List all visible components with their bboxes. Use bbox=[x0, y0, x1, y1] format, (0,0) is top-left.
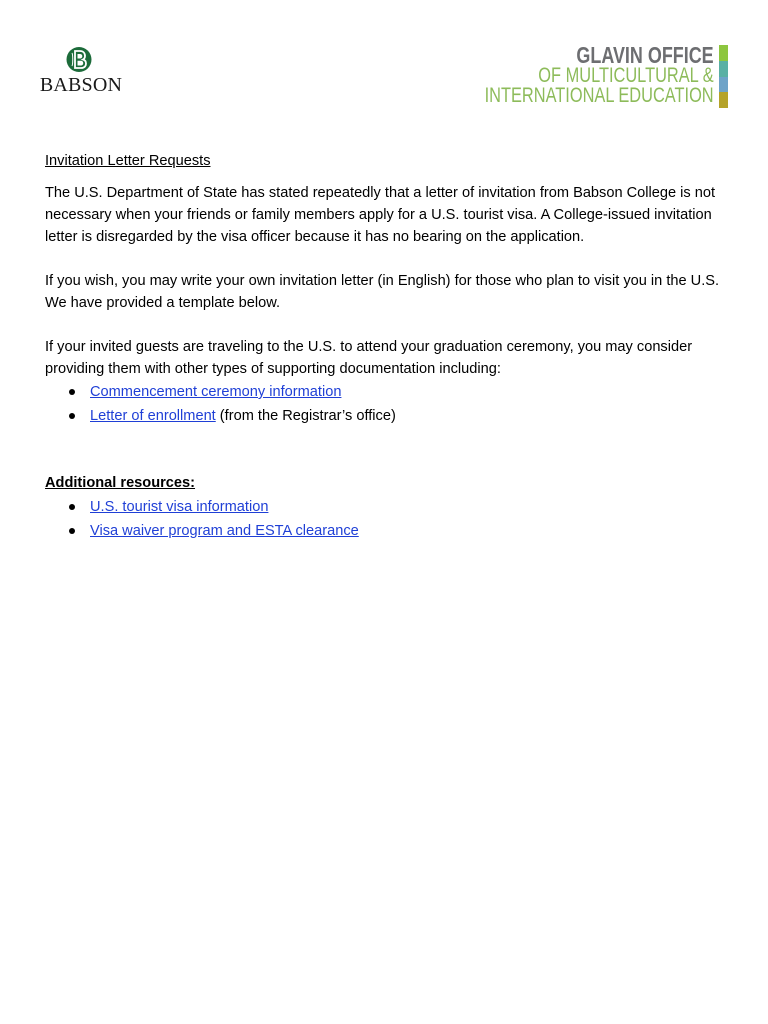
glavin-color-bars bbox=[719, 45, 728, 108]
additional-resources-heading: Additional resources: bbox=[45, 475, 196, 491]
bullet-icon bbox=[69, 413, 75, 419]
color-bar-blue bbox=[719, 77, 728, 93]
paragraph-state-department: The U.S. Department of State has stated repeatedly that a letter of invitation from Babson College is not necessary when your friends or family members apply for a U.S. tourist visa. A College-issued invitation letter is disregarded by the visa officer because it has no bearing on the application. bbox=[45, 185, 716, 245]
glavin-line-international: INTERNATIONAL EDUCATION bbox=[484, 84, 714, 107]
bullet-icon bbox=[69, 528, 75, 534]
glavin-line-multicultural: OF MULTICULTURAL & bbox=[538, 64, 714, 87]
list-item bbox=[45, 380, 735, 404]
bullet-icon bbox=[69, 504, 75, 510]
color-bar-green bbox=[719, 45, 728, 61]
list-item bbox=[45, 495, 735, 519]
glavin-logo-text bbox=[485, 44, 714, 106]
color-bar-olive bbox=[719, 92, 728, 108]
bullet-icon bbox=[69, 389, 75, 395]
commencement-info-link[interactable]: Commencement ceremony information bbox=[90, 384, 342, 400]
paragraph-write-own-letter: If you wish, you may write your own invitation letter (in English) for those who plan to visit you in the U.S. We have provided a template below. bbox=[45, 273, 720, 311]
list-item-suffix: (from the Registrar’s office) bbox=[215, 408, 396, 424]
resources-list bbox=[45, 495, 735, 543]
color-bar-teal bbox=[719, 61, 728, 77]
tourist-visa-info-link[interactable]: U.S. tourist visa information bbox=[90, 499, 269, 515]
babson-wordmark: BABSON bbox=[39, 74, 123, 96]
supporting-docs-list bbox=[45, 380, 735, 428]
list-item bbox=[45, 519, 735, 543]
babson-logo bbox=[34, 44, 128, 96]
paragraph-graduation-guests: If your invited guests are traveling to the U.S. to attend your graduation ceremony, you may consider providing them with other types of supporting documentation including: bbox=[45, 339, 693, 377]
glavin-office-logo bbox=[484, 42, 728, 108]
document-body bbox=[45, 150, 735, 543]
list-item bbox=[45, 404, 735, 428]
letter-of-enrollment-link[interactable]: Letter of enrollment bbox=[90, 408, 216, 424]
babson-b-emblem-icon bbox=[66, 46, 92, 73]
page-title: Invitation Letter Requests bbox=[45, 153, 211, 169]
visa-waiver-esta-link[interactable]: Visa waiver program and ESTA clearance bbox=[90, 523, 359, 539]
glavin-line-office: GLAVIN OFFICE bbox=[576, 42, 714, 68]
